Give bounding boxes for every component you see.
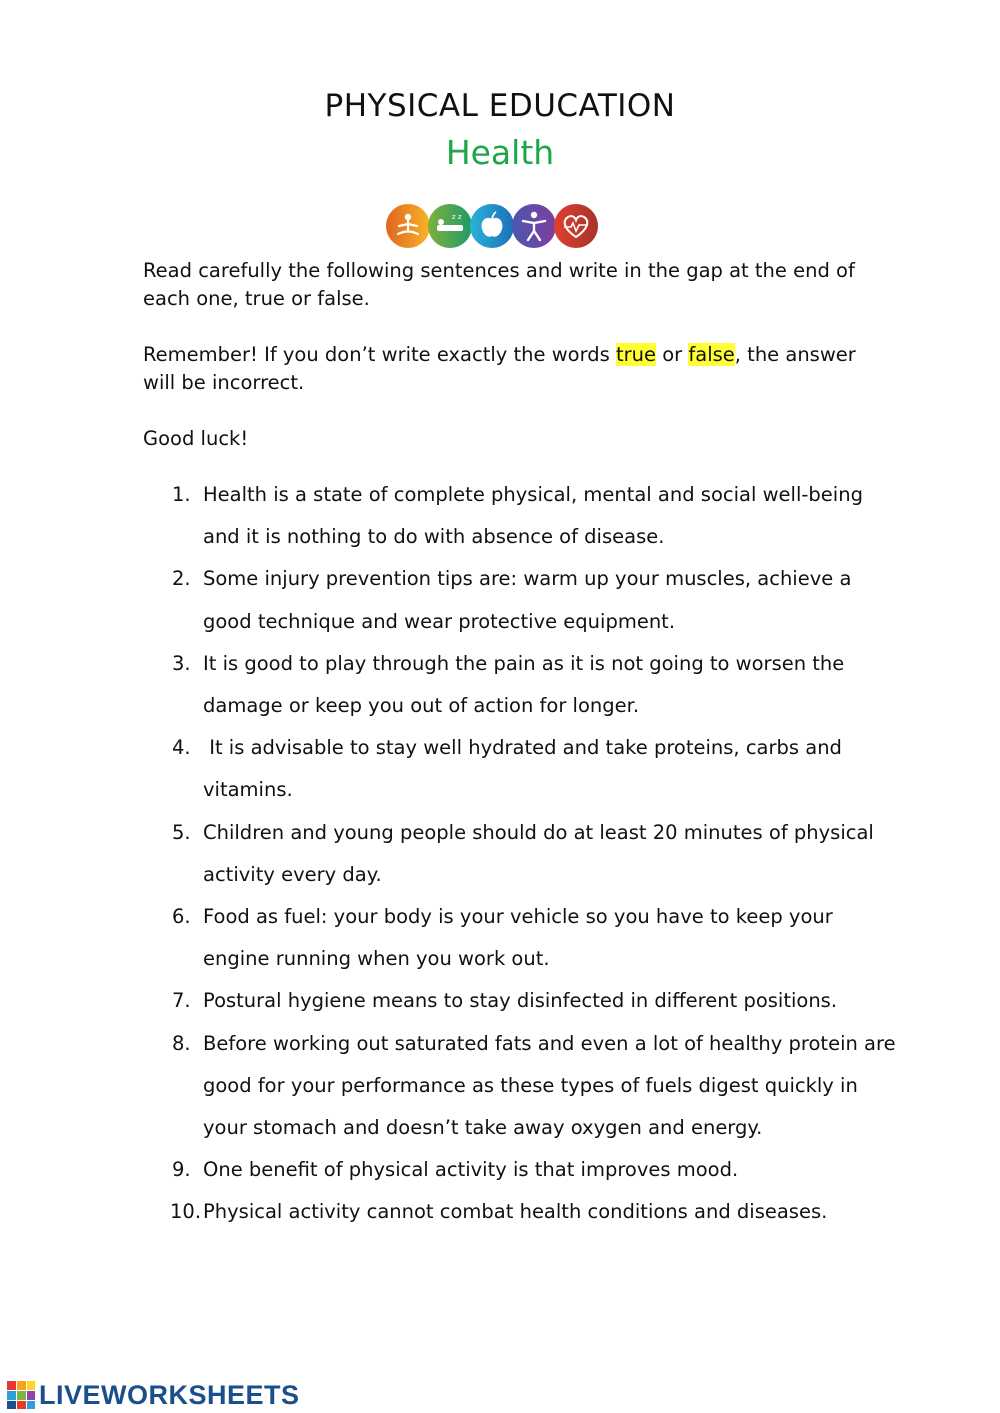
- question-text: Food as fuel: your body is your vehicle so you have to keep your engine running when you work out.: [203, 905, 833, 971]
- apple-icon: [470, 204, 514, 248]
- footer-brand: [6, 1378, 300, 1412]
- question-number: 9.: [172, 1158, 191, 1182]
- question-number: 5.: [172, 820, 191, 844]
- question-number: 3.: [172, 651, 191, 675]
- questions-list: [0, 474, 1000, 1234]
- highlight-false: false: [688, 343, 735, 366]
- question-item: [0, 558, 903, 642]
- remember-paragraph: [143, 341, 863, 397]
- question-item: [0, 1023, 903, 1150]
- question-number: 4.: [172, 736, 191, 760]
- question-text: Children and young people should do at least 20 minutes of physical activity every day.: [203, 820, 874, 886]
- question-item: [0, 896, 903, 980]
- question-text: Before working out saturated fats and even a lot of healthy protein are good for your performance as these types of fuels digest quickly in your stomach and doesn’t take away oxygen and energy.: [203, 1031, 896, 1140]
- heart-icon: [554, 204, 598, 248]
- question-number: 6.: [172, 905, 191, 929]
- question-item: [0, 1191, 903, 1233]
- question-text: One benefit of physical activity is that improves mood.: [203, 1158, 739, 1182]
- question-item: [0, 643, 903, 727]
- remember-text-after: , the answer will be incorrect.: [143, 343, 856, 394]
- question-number: 1.: [172, 483, 191, 506]
- question-text: Postural hygiene means to stay disinfected in different positions.: [203, 989, 838, 1013]
- question-number: 10.: [170, 1200, 202, 1224]
- question-number: 2.: [172, 567, 191, 591]
- question-item: [0, 727, 903, 811]
- page-subtitle: Health: [445, 133, 555, 172]
- liveworksheets-logo-icon: [6, 1380, 36, 1410]
- health-logo: [384, 203, 600, 249]
- question-item: [0, 812, 903, 896]
- remember-text-before: Remember! If you don’t write exactly the words: [143, 343, 616, 366]
- instructions-paragraph: Read carefully the following sentences and write in the gap at the end of each one, true or false.: [143, 259, 855, 310]
- question-text: Health is a state of complete physical, mental and social well-being and it is nothing to do with absence of disease.: [203, 483, 863, 549]
- remember-text-or: or: [656, 343, 689, 366]
- body-icon: [512, 204, 556, 248]
- question-text: Physical activity cannot combat health conditions and diseases.: [203, 1200, 828, 1224]
- footer-brand-text: LIVEWORKSHEETS: [39, 1379, 300, 1410]
- highlight-true: true: [616, 343, 657, 366]
- page-title: PHYSICAL EDUCATION: [324, 88, 676, 124]
- sleep-icon: [428, 204, 472, 248]
- question-text: It is advisable to stay well hydrated and take proteins, carbs and vitamins.: [203, 736, 849, 802]
- good-luck-text: Good luck!: [143, 427, 249, 450]
- question-item: [0, 474, 903, 558]
- meditation-icon: [386, 204, 430, 248]
- question-number: 7.: [172, 989, 191, 1013]
- question-text: Some injury prevention tips are: warm up your muscles, achieve a good technique and wear protective equipment.: [203, 567, 852, 633]
- question-number: 8.: [172, 1031, 191, 1055]
- svg-text:z z: z z: [452, 213, 462, 221]
- question-item: [0, 980, 903, 1022]
- question-item: [0, 1149, 903, 1191]
- question-text: It is good to play through the pain as it is not going to worsen the damage or keep you out of action for longer.: [203, 651, 845, 718]
